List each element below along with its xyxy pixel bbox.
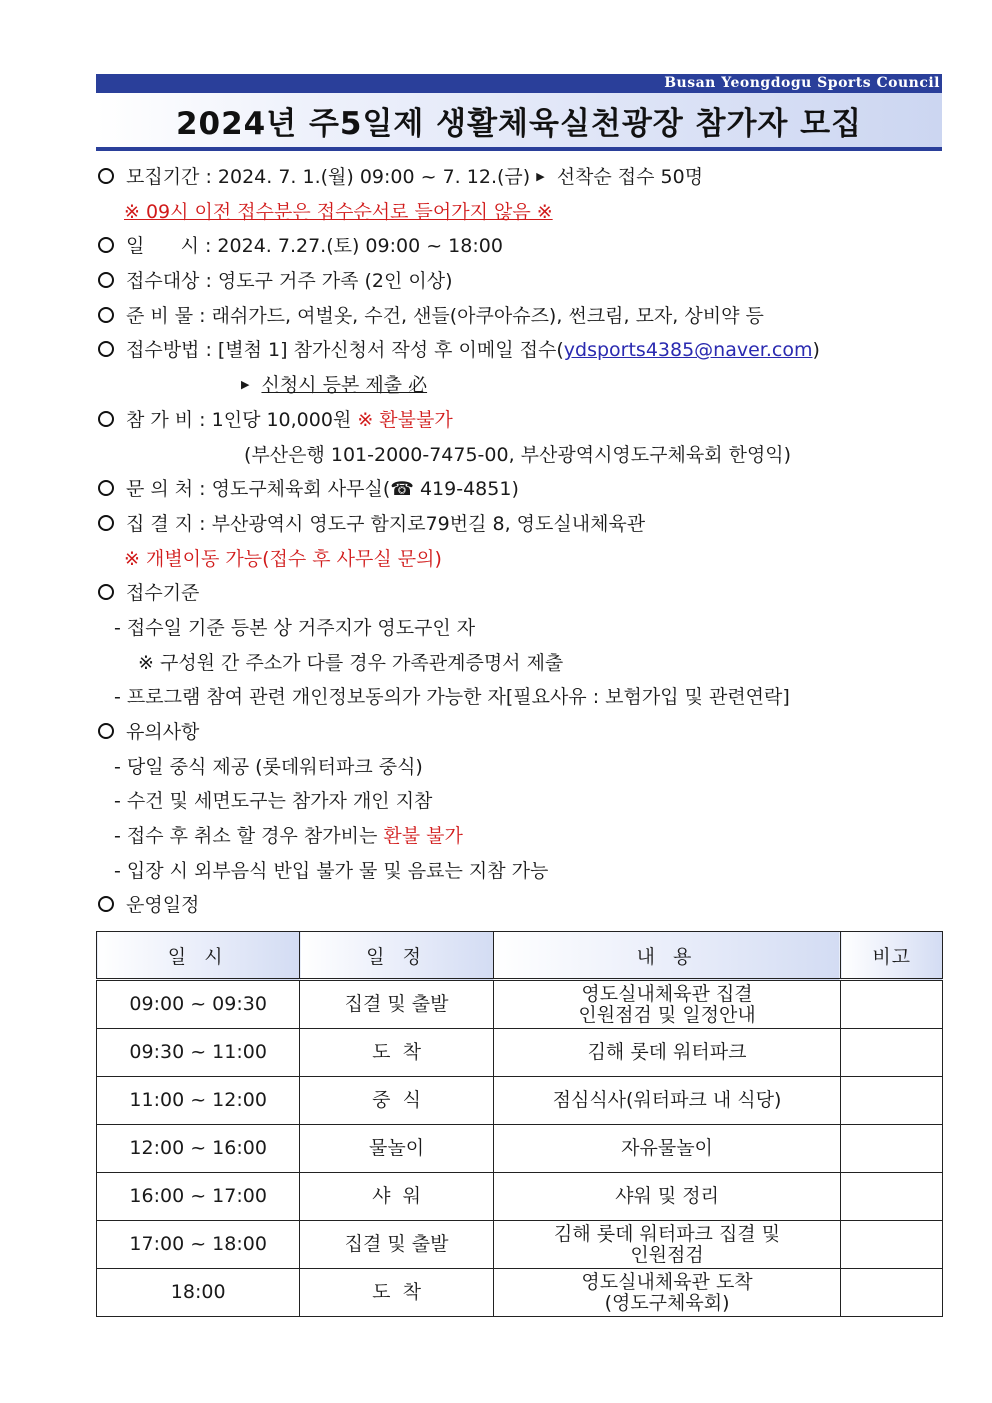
bullet-circle-icon [98,237,114,253]
prep-line: 준 비 물 : 래쉬가드, 여벌옷, 수건, 샌들(아쿠아슈즈), 썬크림, 모자, 상비약 등 [96,299,942,334]
content-cell: 점심식사(워터파크 내 식당) [493,1077,841,1125]
bullet-circle-icon [98,896,114,912]
criteria-item: - 접수일 기준 등본 상 거주지가 영도구인 자 [114,616,476,639]
table-row [97,1125,943,1173]
notes-item: - 접수 후 취소 할 경우 참가비는 환불 불가 [114,825,463,848]
note-cell [841,1029,943,1077]
note-cell [841,980,943,1029]
bullet-circle-icon [98,723,114,739]
bullet-circle-icon [98,584,114,600]
schedule-heading: 운영일정 [96,888,942,923]
bullet-circle-icon [98,341,114,357]
content-cell: 자유물놀이 [493,1125,841,1173]
column-header: 비고 [841,932,943,980]
time-cell: 11:00 ~ 12:00 [97,1077,300,1125]
time-cell: 09:30 ~ 11:00 [97,1029,300,1077]
triangle-right-icon: ▶ [536,170,545,184]
table-row [97,1221,943,1269]
table-row [97,1269,943,1317]
date-line: 일 시 : 2024. 7.27.(토) 09:00 ~ 18:00 [96,229,942,264]
event-cell: 물놀이 [300,1125,493,1173]
bullet-circle-icon [98,411,114,427]
bullet-circle-icon [98,515,114,531]
notes-item: - 수건 및 세면도구는 참가자 개인 지참 [114,790,433,813]
event-cell: 도 착 [300,1029,493,1077]
period-warning: ※ 09시 이전 접수분은 접수순서로 들어가지 않음 ※ [124,200,553,223]
event-cell: 샤 워 [300,1173,493,1221]
fee-account: (부산은행 101-2000-7475-00, 부산광역시영도구체육회 한영익) [244,443,792,466]
period-line: 모집기간 : 2024. 7. 1.(월) 09:00 ~ 7. 12.(금) ▶ 선착순 접수 50명 [96,160,942,195]
time-cell: 16:00 ~ 17:00 [97,1173,300,1221]
note-cell [841,1173,943,1221]
note-cell [841,1077,943,1125]
content-cell: 영도실내체육관 도착 (영도구체육회) [493,1269,841,1317]
table-header-row [97,932,943,980]
page-title: 2024년 주5일제 생활체육실천광장 참가자 모집 [175,105,863,142]
document-header [96,74,942,151]
target-line: 접수대상 : 영도구 거주 가족 (2인 이상) [96,264,942,299]
event-cell: 집결 및 출발 [300,1221,493,1269]
title-box [96,93,942,151]
time-cell: 12:00 ~ 16:00 [97,1125,300,1173]
meet-line: 집 결 지 : 부산광역시 영도구 함지로79번길 8, 영도실내체육관 [96,507,942,542]
time-cell: 09:00 ~ 09:30 [97,980,300,1029]
column-header: 일 정 [300,932,493,980]
bullet-circle-icon [98,480,114,496]
column-header: 내 용 [493,932,841,980]
table-row [97,1173,943,1221]
bullet-circle-icon [98,168,114,184]
method-note: ▶ 신청시 등본 제출 必 [241,374,428,397]
content-cell: 김해 롯데 워터파크 [493,1029,841,1077]
table-row [97,1029,943,1077]
column-header: 일 시 [97,932,300,980]
table-row [97,1077,943,1125]
contact-line: 문 의 처 : 영도구체육회 사무실(☎ 419-4851) [96,472,942,507]
notes-item: - 입장 시 외부음식 반입 불가 물 및 음료는 지참 가능 [114,859,549,882]
fee-line: 참 가 비 : 1인당 10,000원 ※ 환불불가 [96,403,942,438]
note-cell [841,1125,943,1173]
note-cell [841,1269,943,1317]
method-line: 접수방법 : [별첨 1] 참가신청서 작성 후 이메일 접수(ydsports4385@naver.com) [96,333,942,368]
bullet-circle-icon [98,307,114,323]
event-cell: 집결 및 출발 [300,980,493,1029]
criteria-item-note: ※ 구성원 간 주소가 다를 경우 가족관계증명서 제출 [138,651,564,674]
criteria-item: - 프로그램 참여 관련 개인정보동의가 가능한 자[필요사유 : 보험가입 및 관련연락] [114,686,790,709]
event-cell: 도 착 [300,1269,493,1317]
criteria-heading: 접수기준 [96,576,942,611]
recruitment-details [96,160,942,923]
table-row [97,980,943,1029]
content-cell: 김해 롯데 워터파크 집결 및 인원점검 [493,1221,841,1269]
council-banner: Busan Yeongdogu Sports Council [96,74,942,93]
triangle-right-icon: ▶ [241,378,250,392]
note-cell [841,1221,943,1269]
notes-heading: 유의사항 [96,715,942,750]
schedule-table [96,931,943,1317]
email-link[interactable]: ydsports4385@naver.com [563,339,813,362]
notes-item: - 당일 중식 제공 (롯데워터파크 중식) [114,755,423,778]
time-cell: 18:00 [97,1269,300,1317]
bullet-circle-icon [98,272,114,288]
meet-note: ※ 개별이동 가능(접수 후 사무실 문의) [124,547,442,570]
time-cell: 17:00 ~ 18:00 [97,1221,300,1269]
content-cell: 영도실내체육관 집결 인원점검 및 일정안내 [493,980,841,1029]
event-cell: 중 식 [300,1077,493,1125]
content-cell: 샤워 및 정리 [493,1173,841,1221]
